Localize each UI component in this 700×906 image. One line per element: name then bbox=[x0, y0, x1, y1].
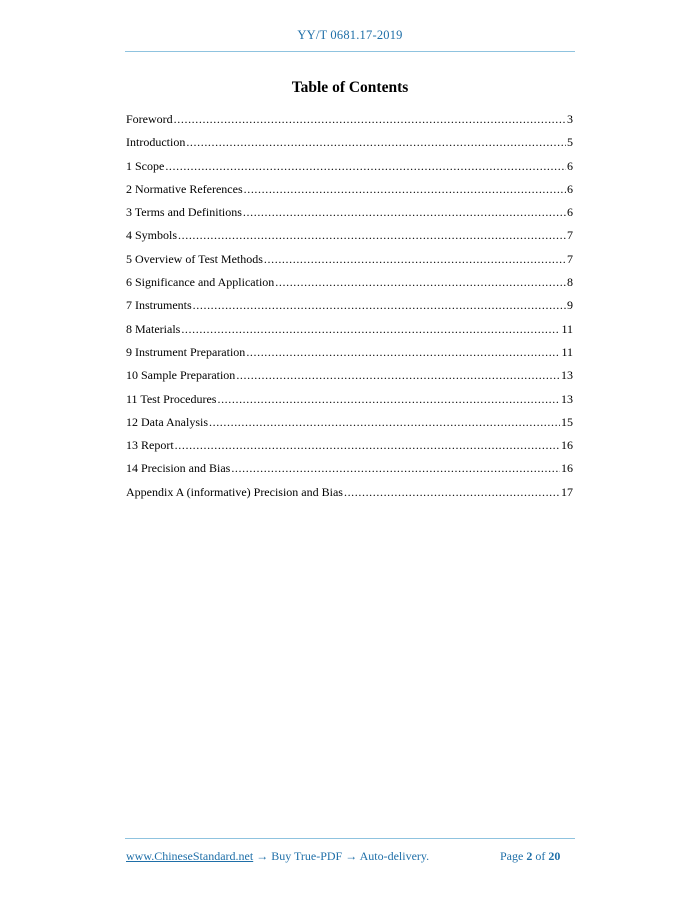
toc-entry-symbols[interactable] bbox=[126, 227, 573, 250]
toc-entry-sample-preparation[interactable] bbox=[126, 367, 573, 390]
toc-leader-dots bbox=[181, 321, 560, 338]
toc-entry-label: 6 Significance and Application bbox=[126, 275, 275, 290]
toc-entry-materials[interactable] bbox=[126, 321, 573, 344]
toc-entry-appendix-a[interactable] bbox=[126, 484, 573, 507]
toc-list bbox=[126, 111, 573, 507]
toc-entry-page: 13 bbox=[561, 391, 573, 406]
toc-entry-label: Appendix A (informative) Precision and Bias bbox=[126, 484, 343, 499]
toc-entry-page: 6 bbox=[567, 181, 573, 196]
of-word: of bbox=[535, 849, 546, 863]
toc-leader-dots bbox=[174, 111, 566, 128]
toc-entry-report[interactable] bbox=[126, 437, 573, 460]
toc-entry-label: 10 Sample Preparation bbox=[126, 368, 236, 383]
toc-leader-dots bbox=[186, 134, 566, 151]
toc-entry-page: 7 bbox=[567, 251, 573, 266]
toc-leader-dots bbox=[165, 158, 566, 175]
auto-delivery-text: Auto-delivery. bbox=[359, 849, 430, 863]
toc-entry-instrument-preparation[interactable] bbox=[126, 344, 573, 367]
toc-title: Table of Contents bbox=[291, 79, 409, 96]
toc-leader-dots bbox=[175, 437, 560, 454]
toc-entry-page: 7 bbox=[567, 228, 573, 243]
toc-entry-label: 13 Report bbox=[126, 438, 174, 453]
toc-entry-label: 5 Overview of Test Methods bbox=[126, 251, 263, 266]
toc-entry-label: Foreword bbox=[126, 112, 173, 126]
toc-entry-label: Introduction bbox=[126, 135, 186, 150]
header-divider bbox=[125, 51, 575, 52]
toc-entry-page: 15 bbox=[561, 414, 573, 429]
toc-leader-dots bbox=[193, 297, 566, 314]
toc-entry-label: 2 Normative References bbox=[126, 181, 243, 196]
toc-leader-dots bbox=[264, 251, 566, 268]
toc-leader-dots bbox=[236, 367, 560, 384]
toc-entry-significance-application[interactable] bbox=[126, 274, 573, 297]
toc-entry-page: 3 bbox=[567, 112, 573, 126]
toc-leader-dots bbox=[244, 181, 566, 198]
toc-entry-page: 6 bbox=[567, 158, 573, 173]
toc-entry-overview-test-methods[interactable] bbox=[126, 251, 573, 274]
toc-entry-precision-bias[interactable] bbox=[126, 460, 573, 483]
right-arrow-icon: → bbox=[256, 849, 269, 863]
toc-leader-dots bbox=[275, 274, 566, 291]
toc-entry-label: 3 Terms and Definitions bbox=[126, 205, 242, 220]
toc-entry-label: 12 Data Analysis bbox=[126, 414, 208, 429]
toc-entry-page: 5 bbox=[567, 135, 573, 150]
toc-entry-page: 11 bbox=[561, 344, 573, 359]
toc-leader-dots bbox=[178, 227, 566, 244]
site-link[interactable]: www.ChineseStandard.net bbox=[126, 849, 254, 863]
toc-entry-instruments[interactable] bbox=[126, 297, 573, 320]
toc-entry-label: 14 Precision and Bias bbox=[126, 461, 231, 476]
toc-entry-page: 13 bbox=[561, 368, 573, 383]
toc-entry-page: 16 bbox=[561, 438, 573, 453]
footer-divider bbox=[125, 838, 575, 839]
right-arrow-icon: → bbox=[345, 849, 358, 863]
page-indicator bbox=[500, 849, 560, 864]
toc-entry-page: 17 bbox=[561, 484, 573, 499]
toc-entry-page: 16 bbox=[561, 461, 573, 476]
toc-entry-page: 9 bbox=[567, 298, 573, 313]
toc-leader-dots bbox=[243, 204, 566, 221]
toc-entry-test-procedures[interactable] bbox=[126, 391, 573, 414]
footer-promo bbox=[126, 849, 429, 864]
toc-leader-dots bbox=[217, 391, 560, 408]
toc-leader-dots bbox=[231, 460, 560, 477]
toc-entry-terms-definitions[interactable] bbox=[126, 204, 573, 227]
toc-leader-dots bbox=[344, 484, 560, 501]
toc-entry-normative-references[interactable] bbox=[126, 181, 573, 204]
document-number: YY/T 0681.17-2019 bbox=[297, 28, 403, 42]
toc-entry-label: 8 Materials bbox=[126, 321, 181, 336]
toc-leader-dots bbox=[209, 414, 560, 431]
current-page-number: 2 bbox=[526, 849, 533, 863]
toc-entry-introduction[interactable] bbox=[126, 134, 573, 157]
toc-entry-data-analysis[interactable] bbox=[126, 414, 573, 437]
toc-entry-scope[interactable] bbox=[126, 158, 573, 181]
toc-entry-page: 11 bbox=[561, 321, 573, 336]
toc-entry-label: 9 Instrument Preparation bbox=[126, 344, 246, 359]
total-pages-number: 20 bbox=[548, 849, 561, 863]
page-word: Page bbox=[500, 849, 524, 863]
toc-entry-foreword[interactable] bbox=[126, 111, 573, 134]
toc-leader-dots bbox=[246, 344, 560, 361]
toc-entry-label: 7 Instruments bbox=[126, 298, 192, 313]
toc-entry-label: 4 Symbols bbox=[126, 228, 178, 243]
toc-entry-page: 6 bbox=[567, 205, 573, 220]
toc-entry-page: 8 bbox=[567, 275, 573, 290]
toc-entry-label: 11 Test Procedures bbox=[126, 391, 217, 406]
toc-entry-label: 1 Scope bbox=[126, 158, 165, 173]
buy-true-pdf-link[interactable]: Buy True-PDF bbox=[271, 849, 343, 863]
